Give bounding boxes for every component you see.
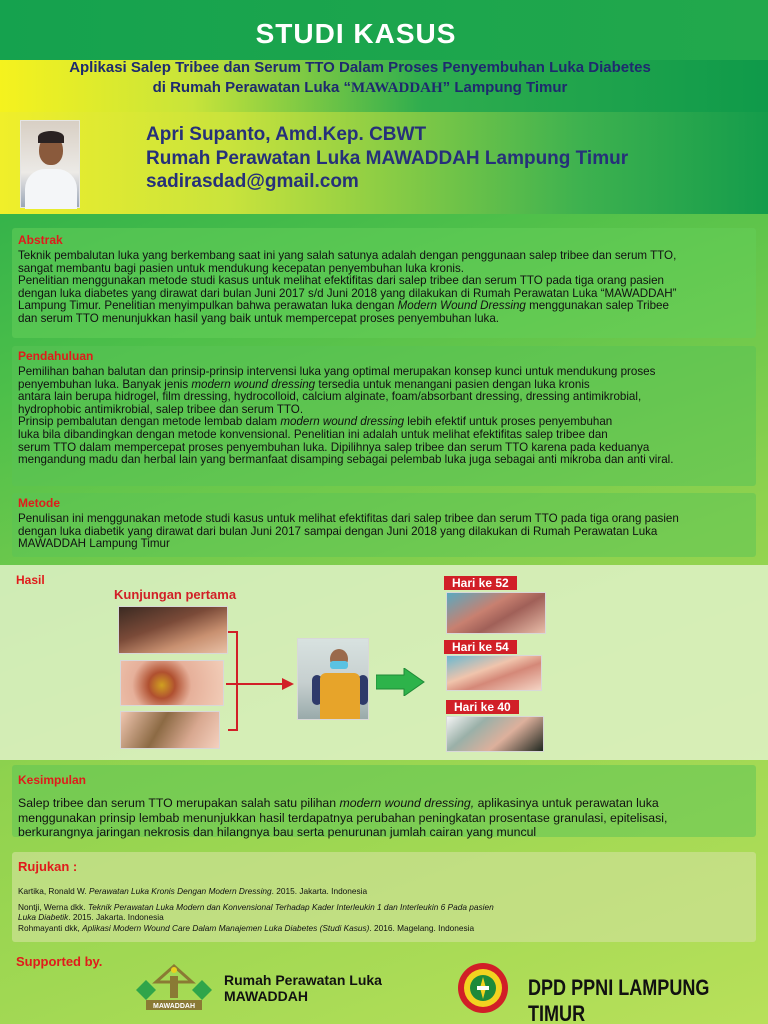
author-photo xyxy=(20,120,80,208)
wound-photo-first-1 xyxy=(118,606,228,654)
wound-photo-day-54 xyxy=(446,655,542,691)
reference-1: Kartika, Ronald W. Perawatan Luka Kronis Dengan Modern Dressing. 2015. Jakarta. Indonesia xyxy=(18,886,368,896)
day-52-caption: Hari ke 52 xyxy=(444,576,517,590)
wound-photo-first-2 xyxy=(120,660,224,706)
arrow-right-small-icon xyxy=(282,677,296,691)
day-54-caption: Hari ke 54 xyxy=(444,640,517,654)
mawaddah-org-name: Rumah Perawatan Luka MAWADDAH xyxy=(224,972,382,1004)
rujukan-list: Kartika, Ronald W. Perawatan Luka Kronis Dengan Modern Dressing. 2015. Jakarta. Indonesia Nontji, Werna dkk. Teknik Perawatan Luka Modern dan Konvensional Terhadap Kader Interleukin 1 dan Interleukin 6 Pada pasien Luka Diabetik. 2015. Jakarta. Indonesia Rohmayanti dkk, Aplikasi Modern Wound Care Dalam Manajemen Luka Diabetes (Studi Kasus). 2016. Magelang. Indonesia xyxy=(18,886,758,933)
author-name: Apri Supanto, Amd.Kep. CBWT xyxy=(146,124,427,145)
supported-by-label: Supported by. xyxy=(16,954,103,969)
reference-2: Nontji, Werna dkk. Teknik Perawatan Luka Modern dan Konvensional Terhadap Kader Interleukin 1 dan Interleukin 6 Pada pasien xyxy=(18,901,494,912)
hasil-title: Hasil xyxy=(16,573,45,587)
abstrak-title: Abstrak xyxy=(18,233,63,247)
poster-subtitle xyxy=(40,58,680,98)
author-organization: Rumah Perawatan Luka MAWADDAH Lampung Timur xyxy=(146,148,629,169)
mawaddah-emphasis: MAWADDAH xyxy=(350,80,443,96)
wound-photo-first-3 xyxy=(120,711,220,749)
mawaddah-logo-text: MAWADDAH xyxy=(153,1003,195,1010)
subtitle-line-2: di Rumah Perawatan Luka “MAWADDAH” Lampung Timur xyxy=(152,79,568,96)
subtitle-line-1: Aplikasi Salep Tribee dan Serum TTO Dalam Proses Penyembuhan Luka Diabetes xyxy=(69,59,651,76)
abstrak-text: Teknik pembalutan luka yang berkembang saat ini yang salah satunya adalah dengan penggunaan salep tribee dan serum TTO, sangat membantu bagi pasien untuk mendukung kecepatan penyembuhan luka kronis. Penelitian menggunakan metode studi kasus untuk melihat efektifitas dari salep tribee dan serum TTO pada tiga orang pasien dengan luka diabetes yang dirawat dari bulan Juni 2017 s/d Juni 2018 yang dilakukan di Rumah Perawatan Luka “MAWADDAH” Lampung Timur. Penelitian menyimpulkan bahwa perawatan luka dengan Modern Wound Dressing menggunakan salep Tribee dan serum TTO menunjukkan hasil yang baik untuk mempercepat proses penyembuhan luka. xyxy=(18,249,677,325)
kesimpulan-text: Salep tribee dan serum TTO merupakan salah satu pilihan modern wound dressing, aplikasinya untuk perawatan luka menggunakan prinsip lembab menunjukkan hasil terdapatnya perubahan peningkatan prosentase granulasi, epitelisasi, berkurangnya jaringan nekrosis dan hilangnya bau serta penurunan jumlah cairan yang muncul xyxy=(18,796,668,839)
kesimpulan-title: Kesimpulan xyxy=(18,773,87,787)
ppni-org-name: DPD PPNI LAMPUNG TIMUR xyxy=(528,975,710,1024)
pendahuluan-title: Pendahuluan xyxy=(18,349,94,363)
wound-photo-day-52 xyxy=(446,592,546,634)
mawaddah-logo-icon xyxy=(128,962,218,1014)
metode-text: Penulisan ini menggunakan metode studi kasus untuk melihat efektifitas dari salep tribee dan serum TTO pada tiga orang pasien dengan luka diabetik yang dirawat dari bulan Juni 2017 sampai dengan Juni 2018 yang dilakukan di Rumah Perawatan Luka MAWADDAH Lampung Timur xyxy=(18,512,679,551)
arrow-right-green-icon xyxy=(376,668,426,696)
day-40-caption: Hari ke 40 xyxy=(446,700,519,714)
pendahuluan-text: Pemilihan bahan balutan dan prinsip-prinsip intervensi luka yang optimal merupakan konsep kunci untuk mendukung proses penyembuhan luka. Banyak jenis modern wound dressing tersedia untuk menangani pasien dengan luka kronis antara lain berupa hidrogel, film dressing, hydrocolloid, calcium alginate, foam/absorbant dressing, dressing antimikrobial, hydrophobic antimikrobial, salep tribee dan serum TTO. Prinsip pembalutan dengan metode lembab dalam modern wound dressing lebih efektif untuk proses penyembuhan luka bila dibandingkan dengan metode konvensional. Penelitian ini adalah untuk melihat efektifitas salep tribee dan serum TTO dalam mempercepat proses penyembuhan luka. Dipilihnya salep tribee dan serum TTO karena pada keduanya mengandung madu dan herbal lain yang bermanfaat disamping sebagai pelembab luka juga sebagai anti mikroba dan anti viral. xyxy=(18,365,674,467)
poster-title: STUDI KASUS xyxy=(255,18,457,49)
ppni-seal-icon xyxy=(457,962,509,1014)
first-visit-caption: Kunjungan pertama xyxy=(114,587,237,602)
author-email: sadirasdad@gmail.com xyxy=(146,171,359,192)
metode-title: Metode xyxy=(18,496,60,510)
rujukan-title: Rujukan : xyxy=(18,859,78,874)
reference-3: Rohmayanti dkk, Aplikasi Modern Wound Care Dalam Manajemen Luka Diabetes (Studi Kasus). 2016. Magelang. Indonesia xyxy=(18,922,475,933)
nurse-photo xyxy=(297,638,369,720)
wound-photo-day-40 xyxy=(446,716,544,752)
